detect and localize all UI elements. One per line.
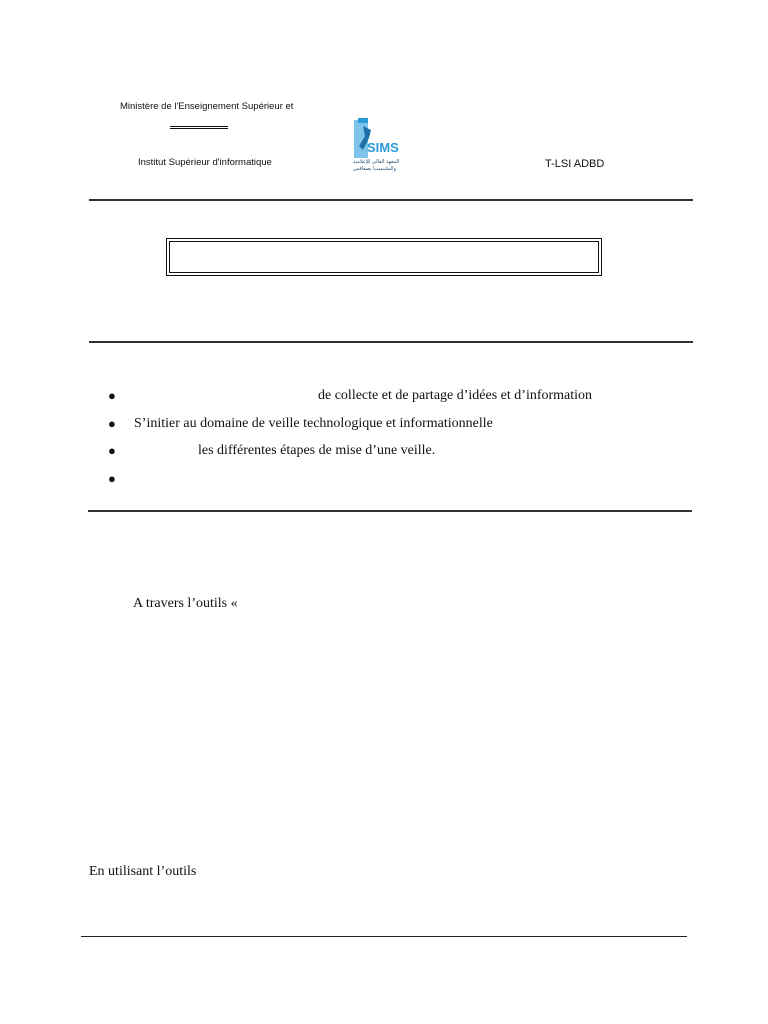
institute-logo [345, 116, 405, 176]
bullet-icon: ● [108, 415, 116, 431]
bullet-icon: ● [108, 443, 116, 458]
title-box-inner-border [169, 241, 599, 273]
objective-text: S’initier au domaine de veille technologique et informationnelle [134, 415, 493, 431]
objective-text: les différentes étapes de mise d’une veille. [198, 443, 436, 458]
body-line-using-tools: En utilisant l’outils [89, 864, 197, 879]
ministry-underline [170, 126, 228, 129]
objectives-bottom-divider [88, 510, 692, 512]
body-line-tools: A travers l’outils « [133, 596, 238, 611]
objective-text: de collecte et de partage d’idées et d’information [318, 388, 593, 403]
header-divider [89, 199, 693, 201]
footer-divider [81, 936, 687, 937]
logo-acronym: SIMS [367, 140, 399, 155]
title-box [166, 238, 602, 276]
bullet-icon: ● [108, 470, 116, 486]
logo-arabic-line2: والملتيميديا بصفاقس [353, 166, 396, 172]
objectives-top-divider [89, 341, 693, 343]
ministry-name: Ministère de l'Enseignement Supérieur et [120, 101, 294, 112]
class-code: T-LSI ADBD [545, 158, 605, 170]
bullet-icon: ● [108, 388, 116, 403]
logo-arabic-line1: المعهد العالي للإعلامية [353, 159, 400, 165]
institute-name: Institut Supérieur d'informatique [138, 157, 272, 168]
